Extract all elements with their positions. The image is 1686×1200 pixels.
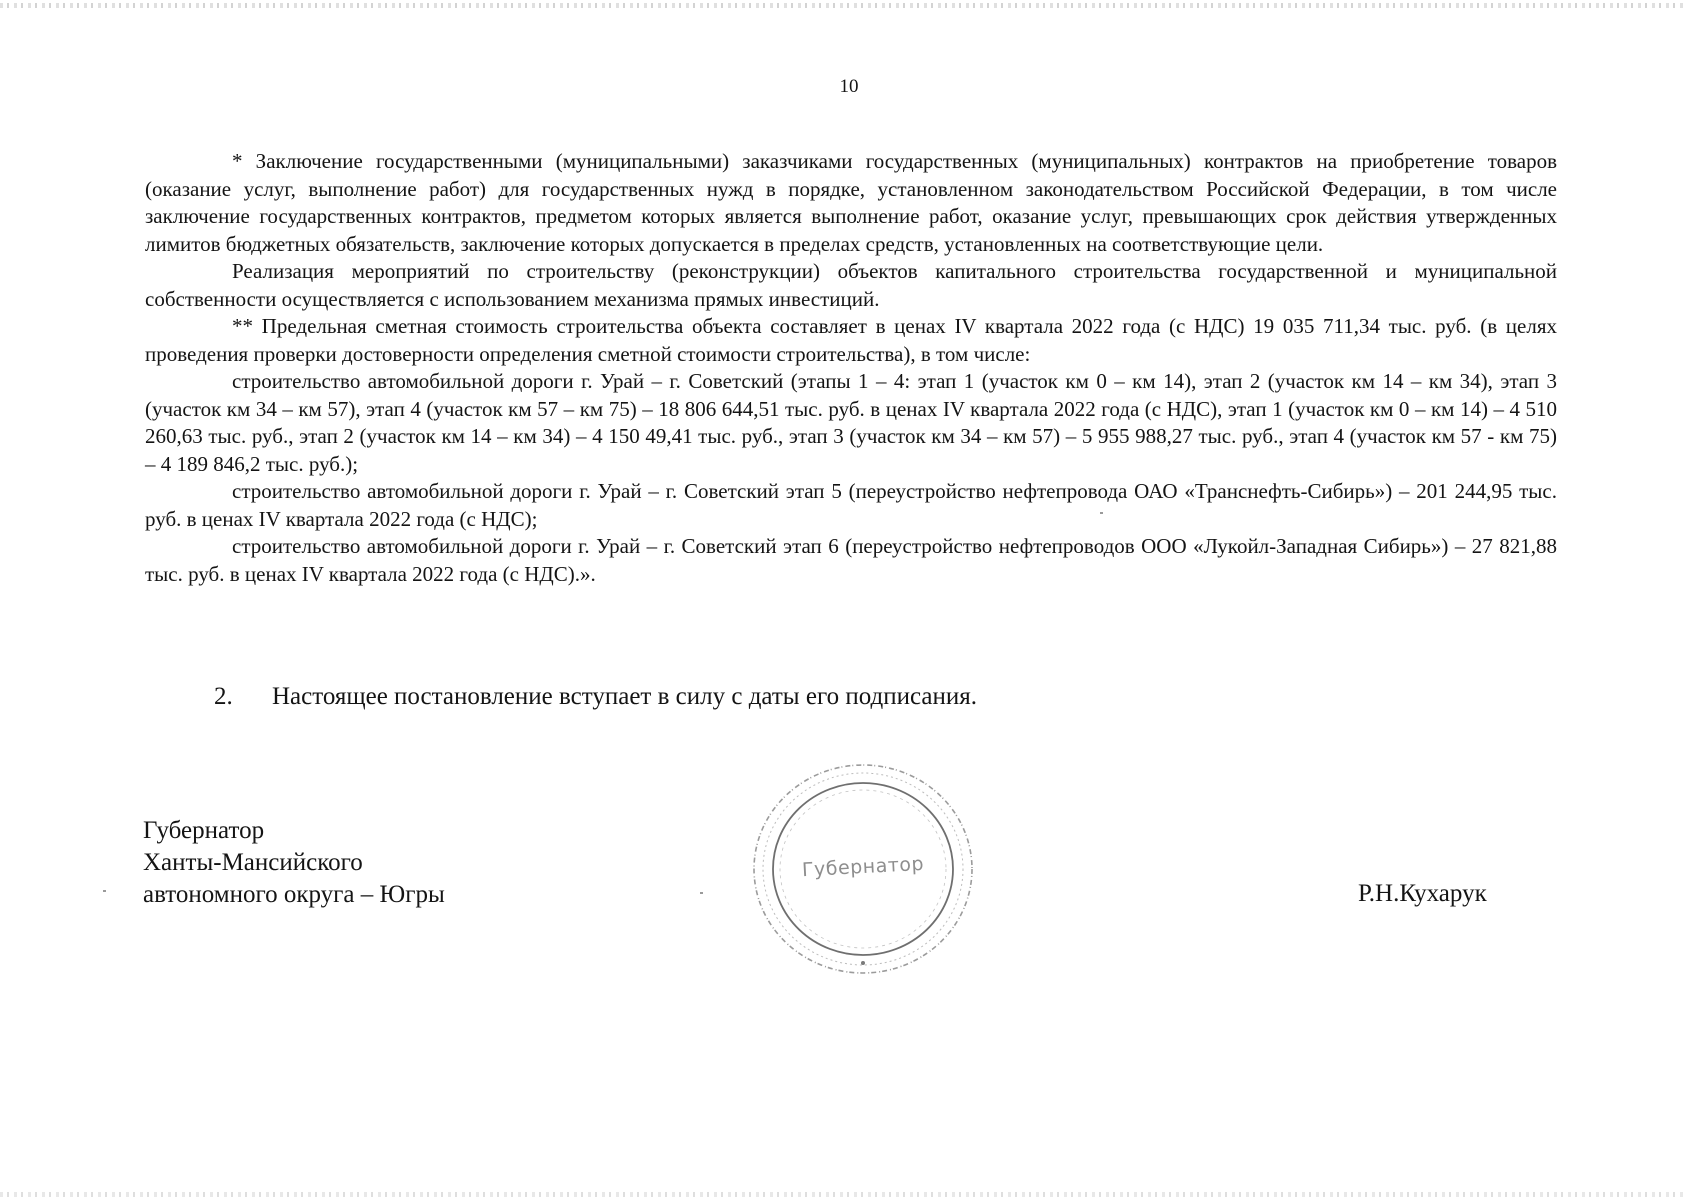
note-contracts: * Заключение государственными (муниципальными) заказчиками государственных (муниципальных) контрактов на приобретение товаров (оказание услуг, выполнение работ) для государственных нужд в порядке, установленном законодательством Российской Федерации, в том числе заключение государственных контрактов, предметом которых является выполнение работ, оказание услуг, превышающих срок действия утвержденных лимитов бюджетных обязательств, заключение которых допускается в пределах средств, установленных на соответствующие цели. xyxy=(145,149,1557,256)
note-road-stages-1-4: строительство автомобильной дороги г. Урай – г. Советский (этапы 1 – 4: этап 1 (участок км 0 – км 14), этап 2 (участок км 14 – км 34), этап 3 (участок км 34 – км 57), этап 4 (участок км 57 – км 75) – 18 806 644,51 тыс. руб. в ценах IV квартала 2022 года (с НДС), этап 1 (участок км 0 – км 14) – 4 510 260,63 тыс. руб., этап 2 (участок км 14 – км 34) – 4 150 49,41 тыс. руб., этап 3 (участок км 34 – км 57) – 5 955 988,27 тыс. руб., этап 4 (участок км 57 - км 75) – 4 189 846,2 тыс. руб.); xyxy=(145,369,1557,476)
notes-section xyxy=(145,148,1557,588)
signatory-title-line: автономного округа – Югры xyxy=(143,881,445,908)
signatory-title-line: Губернатор xyxy=(143,817,265,844)
scan-speck xyxy=(1100,512,1103,514)
note-road-stage-6: строительство автомобильной дороги г. Урай – г. Советский этап 6 (переустройство нефтепроводов ООО «Лукойл-Западная Сибирь») – 27 821,88 тыс. руб. в ценах IV квартала 2022 года (с НДС).». xyxy=(145,534,1557,586)
signatory-title-line: Ханты-Мансийского xyxy=(143,849,363,876)
page-number: 10 xyxy=(839,76,859,97)
scan-edge-bottom xyxy=(0,1192,1686,1197)
clause-number: 2. xyxy=(214,683,233,710)
scan-edge-top xyxy=(0,3,1686,8)
note-cost-limit: ** Предельная сметная стоимость строительства объекта составляет в ценах IV квартала 2022 года (с НДС) 19 035 711,34 тыс. руб. (в целях проведения проверки достоверности определения сметной стоимости строительства), в том числе: xyxy=(145,314,1557,366)
signatory-title xyxy=(143,815,445,911)
round-seal-icon xyxy=(748,758,978,980)
note-direct-investment: Реализация мероприятий по строительству (реконструкции) объектов капитального строительства государственной и муниципальной собственности осуществляется с использованием механизма прямых инвестиций. xyxy=(145,259,1557,311)
signer-name: Р.Н.Кухарук xyxy=(1358,880,1487,907)
clause-2 xyxy=(214,682,977,712)
note-road-stage-5: строительство автомобильной дороги г. Урай – г. Советский этап 5 (переустройство нефтепровода ОАО «Транснефть-Сибирь») – 201 244,95 тыс. руб. в ценах IV квартала 2022 года (с НДС); xyxy=(145,479,1557,531)
clause-text: Настоящее постановление вступает в силу с даты его подписания. xyxy=(272,683,977,710)
scan-speck xyxy=(103,890,106,892)
scan-speck xyxy=(700,892,703,894)
seal-label: Губернатор xyxy=(801,852,925,882)
